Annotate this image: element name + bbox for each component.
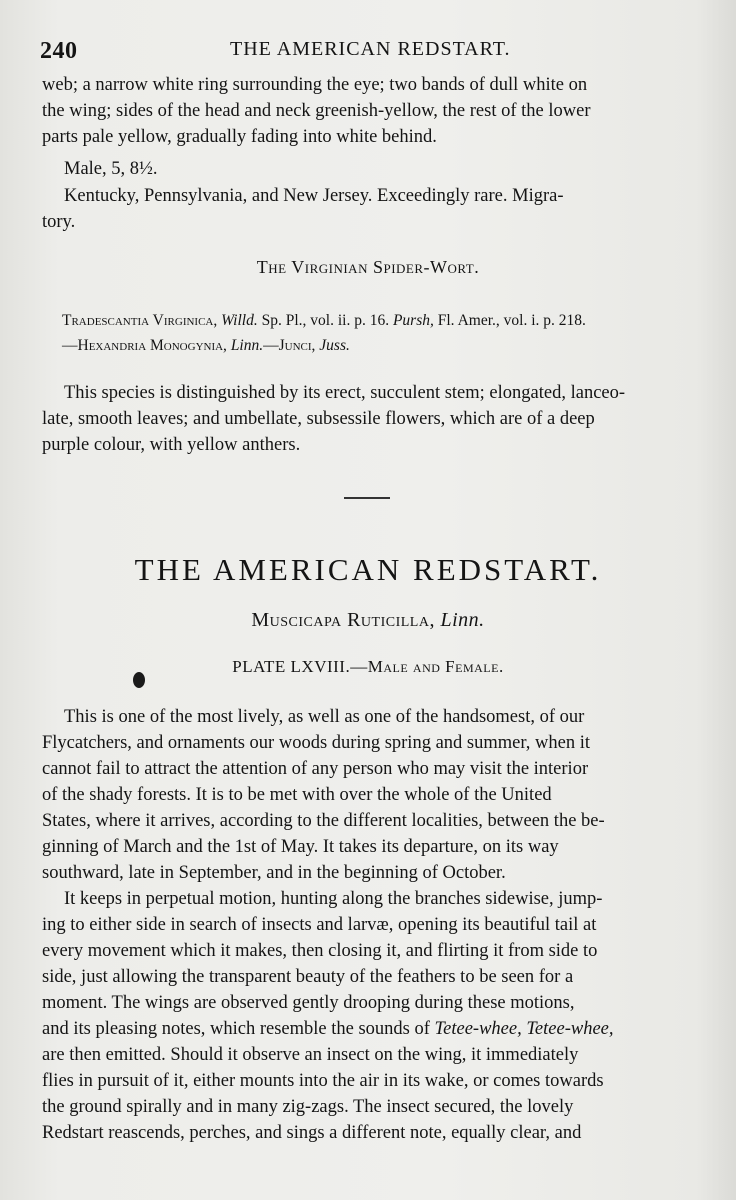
plant-heading: The Virginian Spider-Wort. [256,257,480,277]
text-line: This species is distinguished by its erect, succulent stem; elongated, lanceo- [64,383,626,403]
page-header [40,34,700,64]
article-title: THE AMERICAN REDSTART. [134,552,602,587]
text-line: States, where it arrives, according to the different localities, between the be- [42,811,605,831]
section-divider [344,497,390,499]
latin-name [0,609,736,632]
text-line: the ground spirally and in many zig-zags. The insect secured, the lovely [42,1097,574,1117]
text-line: ginning of March and the 1st of May. It takes its departure, on its way [42,837,559,857]
range-line: tory. [42,212,76,232]
text-line [42,1016,692,1042]
text-line: web; a narrow white ring surrounding the eye; two bands of dull white on [42,75,588,95]
reference: Fl. Amer., vol. i. p. 218. [433,312,586,329]
text-line: Flycatchers, and ornaments our woods during spring and summer, when it [42,733,590,753]
plate-subtitle: —Male and Female. [350,657,504,676]
ink-blot [133,672,145,688]
synonymy-line [62,308,692,333]
text-line: side, just allowing the transparent beauty of the feathers to be seen for a [42,967,574,987]
text-line: purple colour, with yellow anthers. [42,435,301,455]
text-line: every movement which it makes, then closing it, and flirting it from side to [42,941,598,961]
plant-class: —Hexandria Monogynia, [62,337,227,354]
synonymy-line [62,333,692,358]
text-line: ing to either side in search of insects and larvæ, opening its beautiful tail at [42,915,597,935]
paragraph-1 [42,704,692,886]
author-name: Juss. [315,337,350,354]
plate-number: PLATE LXVIII. [232,657,351,676]
range-text [42,183,692,235]
latin-author: Linn. [434,609,485,631]
author-name: Pursh, [392,312,434,329]
page-edge-shadow [696,0,736,1200]
reference: Sp. Pl., vol. ii. p. 16. [257,312,393,329]
text-line: late, smooth leaves; and umbellate, subsessile flowers, which are of a deep [42,409,595,429]
text-line: moment. The wings are observed gently drooping during these motions, [42,993,575,1013]
latin-genus: Muscicapa Ruticilla, [251,609,435,631]
text-segment: and its pleasing notes, which resemble the sounds of [42,1019,435,1039]
author-name: Linn. [226,337,264,354]
author-name: Willd. [221,312,258,329]
text-line: southward, late in September, and in the beginning of October. [42,863,506,883]
page-number: 240 [40,38,78,64]
text-line: Redstart reascends, perches, and sings a different note, equally clear, and [42,1123,582,1143]
plant-genus: Tradescantia Virginica, [62,312,218,329]
text-line: the wing; sides of the head and neck greenish-yellow, the rest of the lower [42,101,591,121]
plant-order: —Junci, [263,337,316,354]
plate-caption [0,657,736,677]
text-line: of the shady forests. It is to be met with over the whole of the United [42,785,552,805]
text-line: flies in pursuit of it, either mounts into the air in its wake, or comes towards [42,1071,604,1091]
continuation-text [42,72,692,150]
text-line: It keeps in perpetual motion, hunting along the branches sidewise, jump- [64,889,603,909]
text-line: parts pale yellow, gradually fading into white behind. [42,127,437,147]
text-line: cannot fail to attract the attention of any person who may visit the interior [42,759,589,779]
paragraph-2 [42,886,692,1146]
plant-description [42,380,692,458]
running-head: THE AMERICAN REDSTART. [230,38,511,60]
plant-synonymy [62,308,692,358]
text-line: are then emitted. Should it observe an insect on the wing, it immediately [42,1045,579,1065]
bird-call: Tetee-whee, Tetee-whee, [434,1019,614,1039]
text-line: This is one of the most lively, as well as one of the handsomest, of our [64,707,585,727]
measurement-line: Male, 5, 8½. [64,159,158,179]
range-line: Kentucky, Pennsylvania, and New Jersey. Exceedingly rare. Migra- [64,186,564,206]
measurement-text [42,156,692,182]
